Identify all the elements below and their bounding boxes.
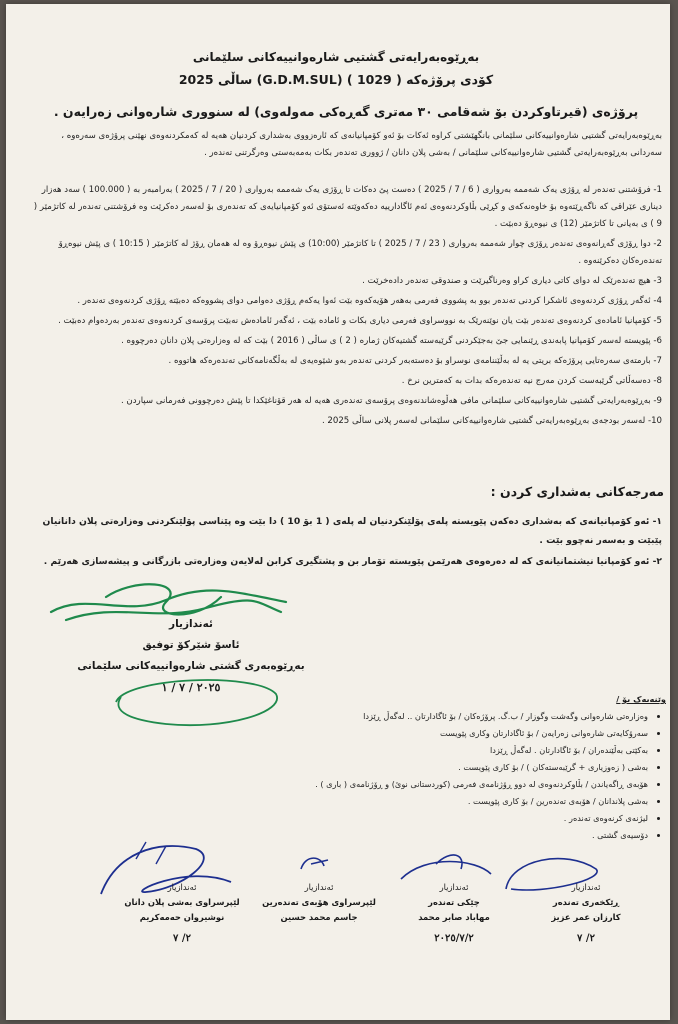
signature-name: جاسم محمد حسین <box>280 912 358 922</box>
signature-tender-organizer <box>526 880 646 946</box>
signature-date: ٢٠٢٥/٧/٢ <box>434 933 474 944</box>
tender-item-6: 6- پێویستە لەسەر کۆمپانیا پابەندی ڕێنمایی جێ بەجێکردنی گرێبەستە گشتیەکان ژمارە ( 2 ) ی ساڵی ( 2016 ) بێت کە لە وەزارەتی پلان دانان دەرچووە . <box>121 336 662 346</box>
signature-tender-unit-head <box>244 880 394 925</box>
signature-role: ئەندازیار <box>304 882 334 892</box>
signature-planning-head <box>102 880 262 946</box>
condition-2: ٢- ئەو کۆمپانیا نیشتمانیانەی کە لە دەرەوەی هەرێمن پێویستە تۆمار بن و پشتگیری کرابن لەلایەن وەزارەتی بازرگانی و پیشەسازی هەرێم . <box>43 556 662 567</box>
tender-item-3: 3- هیچ تەندەرێک لە دوای کاتی دیاری کراو وەرناگیرێت و صندوقی تەندەر دادەخرێت . <box>362 276 662 286</box>
signature-date: ٢/ ٧ <box>173 933 191 944</box>
document-page <box>6 4 670 1020</box>
project-code: کۆدی پرۆژەکە ( 1029 ) (G.D.M.SUL) ساڵی 2025 <box>178 72 494 87</box>
signature-title: چێکی تەندەر <box>428 897 480 907</box>
director-date: ٢٠٢٥ / ٧ / ١ <box>161 681 221 694</box>
signature-name: نوشیروان حەمەکریم <box>139 912 225 922</box>
tender-item-2: 2- دوا ڕۆژی گەڕانەوەی تەندەر ڕۆژی چوار شەممە بەرواری ( 23 / 7 / 2025 ) تا کاتژمێر (10:00) ی پێش نیوەڕۆ وە لە هەمان ڕۆژ لە کاتژمێر ( 10:15 ) ی پێش نیوەڕۆ تەندەرەکان دەکرێنەوە . <box>58 239 662 266</box>
tender-items-list <box>28 182 662 433</box>
tender-item-8: 8- دەسەڵاتی گرێبەست کردن مەرج نیە تەندەرەکە بدات بە کەمترین نرخ . <box>401 376 662 386</box>
cc-item: • بەشی ( زەوزیاری + گرێبەستەکان ) / بۆ کاری پێویست . <box>46 759 648 776</box>
cc-item: • هۆبەی ڕاگەیاندن / بڵاوکردنەوەی لە دوو ڕۆژنامەی فەرمی (کوردستانی نوێ) و ڕۆژنامەی ( باری ) . <box>46 776 648 793</box>
cc-section <box>46 694 666 844</box>
tender-item-9: 9- بەڕێوەبەرایەتی گشتیی شارەوانییەکانی سلێمانی مافی هەڵوەشاندنەوەی پرۆسەی تەندەری هەیە لە هەر قۆناغێکدا تا پێش دەرچوونی فەرمانی سپاردن . <box>120 396 662 406</box>
tender-item-10: 10- لەسەر بودجەی بەڕێوەبەرایەتی گشتیی شارەوانییەکانی سلێمانی لەسەر پلانی ساڵی 2025 . <box>321 416 662 426</box>
signature-role: ئەندازیار <box>439 882 469 892</box>
signature-role: ئەندازیار <box>571 882 601 892</box>
directorate-heading: بەڕێوەبەرایەتی گشتیی شارەوانییەکانی سلێمانی <box>192 50 480 64</box>
cc-title: وێنەیەک بۆ / <box>616 694 666 704</box>
signature-title: لێپرسراوی هۆبەی تەندەرین <box>262 897 376 907</box>
signature-name: کارزان عمر عزیز <box>551 912 621 922</box>
tender-item-4: 4- ئەگەر ڕۆژی کردنەوەی ئاشکرا کردنی تەندەر بوو بە پشووی فەرمی بەهەر هۆیەکەوە بێت ئەوا یەکەم ڕۆژی دەوامی دوای پشووەکە دەبێتە ڕۆژی کردنەوەی تەندەر . <box>77 296 662 306</box>
intro-paragraph: بەڕێوەبەرایەتی گشتیی شارەوانییەکانی سلێمانی بانگهێشتی کراوە ئەکات بۆ ئەو کۆمپانیانەی کە ئارەزووی بەشداری کردنیان هەیە لە کەمکردنەوەی نهێنی پرۆژەی سەرەوە ، سەردانی بەڕێوەبەرایەتی گشتیی شارەوانییەکانی سلێمانی / بەشی پلان دانان / ژووری تەندەر بکات بەمەبەستی وەرگرتنی تەندەر . <box>61 131 662 158</box>
director-role: ئەندازیار <box>169 618 213 630</box>
conditions-list <box>28 512 662 573</box>
tender-item-5: 5- کۆمپانیا ئامادەی کردنەوەی تەندەر بێت یان نوێنەرێک بە نووسراوی فەرمی دیاری بکات و ئامادە بێت ، ئەگەر ئامادەش نەبێت پرۆسەی کردنەوەی تەندەر بەردەوام دەبێت . <box>58 316 662 326</box>
signature-date: ٢/ ٧ <box>577 933 595 944</box>
condition-1: ١- ئەو کۆمپانیانەی کە بەشداری دەکەن پێویستە پلەی پۆلێنکردنیان لە پلەی ( 1 بۆ 10 ) دا بێت وە پێناسی پۆلێنکردنی وەزارەتی پلان دانانیان پێبێت و بەسەر نەچوو بێت . <box>42 516 662 546</box>
signature-tender-checker <box>394 880 514 946</box>
cc-list <box>46 708 666 844</box>
signature-title: ڕێکخەری تەندەر <box>552 897 620 907</box>
project-title: پرۆژەی (قیرتاوکردن بۆ شەقامی ٣٠ مەتری گەڕەکی مەولەوی) لە سنووری شارەوانی زەرایەن . <box>53 104 639 119</box>
cc-item: • سەرۆکایەتی شارەوانی زەرایەن / بۆ ئاگادارتان وکاری پێویست <box>46 725 648 742</box>
signature-role: ئەندازیار <box>167 882 197 892</box>
cc-item: • بەشی پلاندانان / هۆبەی تەندەرین / بۆ کاری پێویست . <box>46 793 648 810</box>
tender-item-1: 1- فرۆشتنی تەندەر لە ڕۆژی یەک شەممە بەرواری ( 6 / 7 / 2025 ) دەست پێ دەکات تا ڕۆژی یەک شەممە بەرواری ( 20 / 7 / 2025 ) بەرامبەر بە ( 100.000 ) سەد هەزار دیناری عێراقی کە ناگەڕێتەوە بۆ خاوەنەکەی و کڕێی بڵاوکردنەوەی ئەم ئاگادارییە دەکەوێتە ئەستۆی ئەو کۆمپانیایەی کە تەندەری بۆ لەسەر دەکرێت وە فرۆشتنی تەندەر لە کاتژمێر ( 9 ) ی بەیانی تا کاتژمێر (12) ی نیوەڕۆ دەبێت . <box>33 185 662 229</box>
conditions-title: مەرجەکانی بەشداری کردن : <box>490 484 664 499</box>
cc-item: • وەزارەتی شارەوانی وگەشت وگوزار / ب.گ. پرۆژەکان / بۆ ئاگادارتان .. لەگەڵ ڕێزدا <box>46 708 648 725</box>
cc-item: • دۆسیەی گشتی . <box>46 827 648 844</box>
director-name: ئاسۆ شێرکۆ توفیق <box>142 639 240 651</box>
cc-item: • لیژنەی کرنەوەی تەندەر . <box>46 810 648 827</box>
cc-item: • بەکێتی بەڵێندەران / بۆ ئاگادارتان . لەگەڵ ڕێزدا <box>46 742 648 759</box>
signature-name: مهاباد صابر محمد <box>418 912 490 922</box>
director-title: بەڕێوەبەری گشتی شارەوانییەکانی سلێمانی <box>77 660 305 672</box>
tender-item-7: 7- بارمتەی سەرەتایی پرۆژەکە بریتی یە لە بەڵێننامەی نوسراو بۆ دەستەبەر کردنی تەندەر بەو شێوەیەی لە بەڵگەنامەکانی تەندەرەکە هاتووە . <box>168 356 662 366</box>
signature-title: لێپرسراوی بەشی پلان دانان <box>124 897 240 907</box>
